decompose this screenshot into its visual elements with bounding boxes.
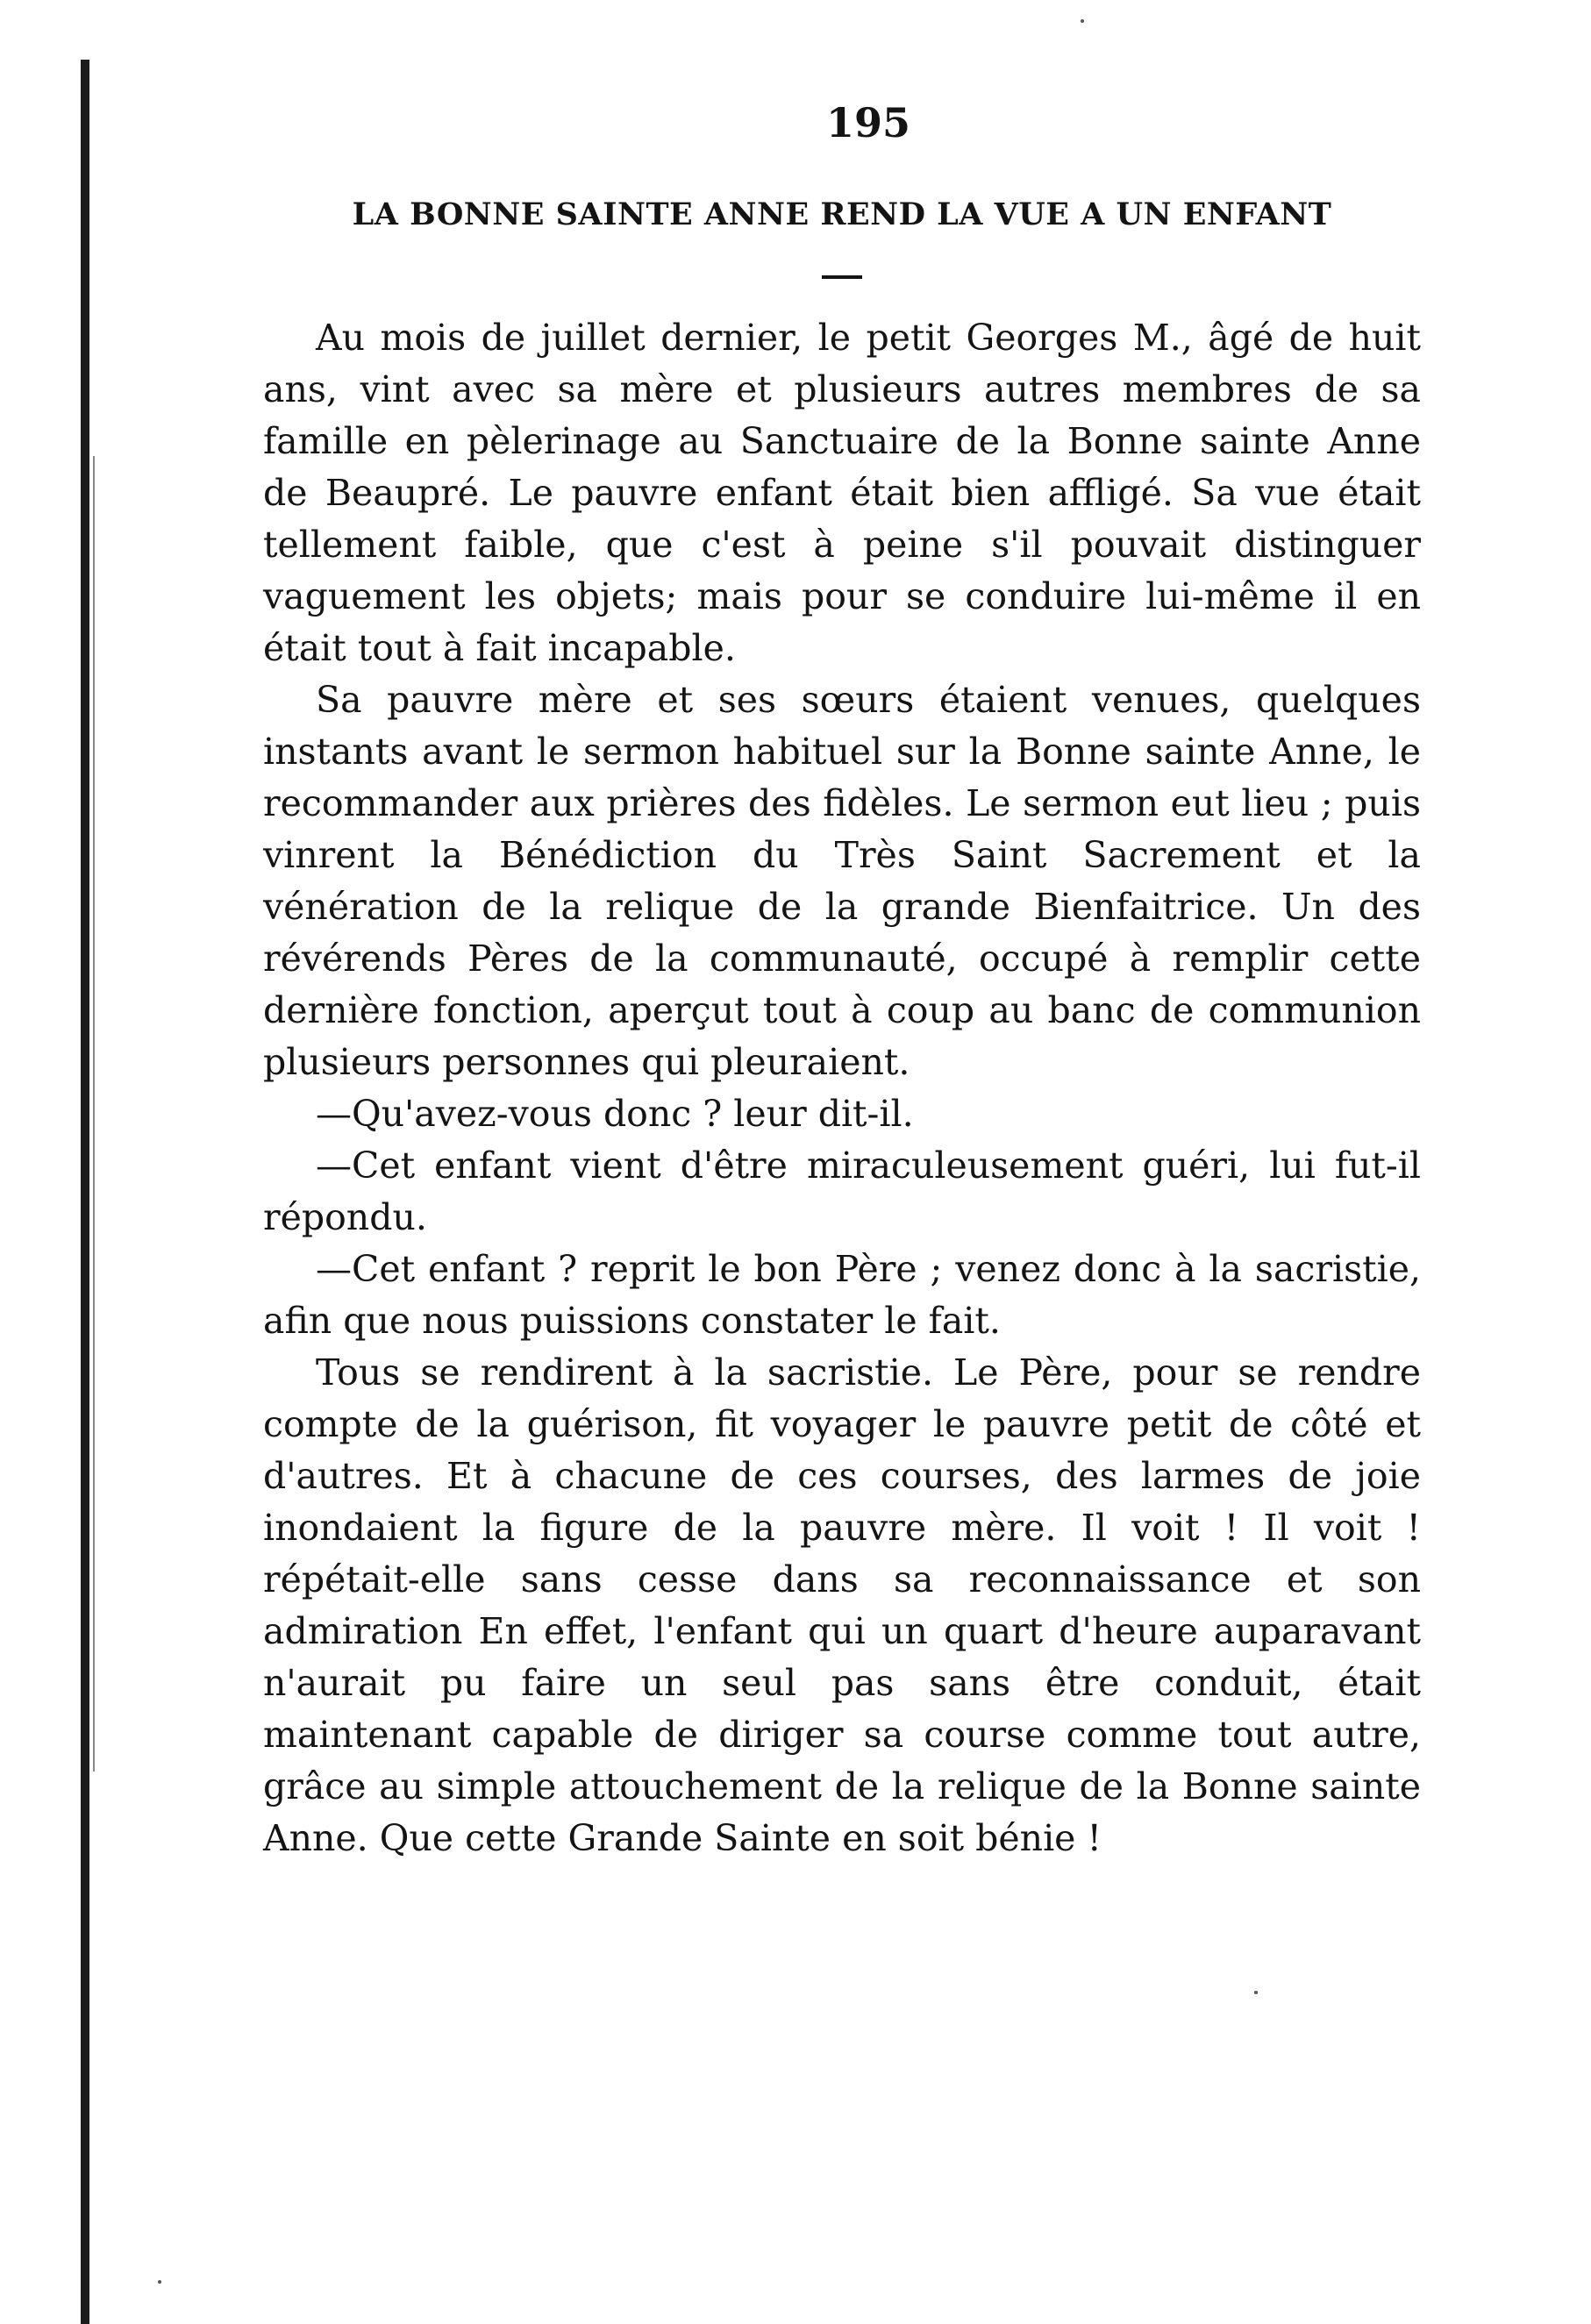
title-separator (822, 275, 862, 279)
dialogue-answer: —Cet enfant vient d'être miraculeusement guéri, lui fut-il répondu. (263, 1144, 1421, 1238)
print-speck (1254, 1991, 1258, 1994)
page-number: 195 (825, 99, 911, 146)
print-speck (158, 2280, 161, 2284)
paragraph-conclusion: Tous se rendirent à la sacristie. Le Père, pour se rendre compte de la guérison, fit voyager le pauvre petit de côté et d'autres. Et à chacune de ces courses, des larmes de joie inondaient la figure de la pauvre mère. Il voit ! Il voit ! répétait-elle sans cesse dans sa reconnaissance et son admiration En effet, l'enfant qui un quart d'heure auparavant n'aurait pu faire un seul pas sans être conduit, était maintenant capable de diriger sa course comme tout autre, grâce au simple attouchement de la relique de la Bonne sainte Anne. Que cette Grande Sainte en soit bénie ! (263, 1351, 1421, 1859)
chapter-title: LA BONNE SAINTE ANNE REND LA VUE A UN ENFANT (352, 196, 1332, 232)
print-speck (1081, 19, 1084, 23)
dialogue-priest: —Cet enfant ? reprit le bon Père ; venez donc à la sacristie, afin que nous puissions constater le fait. (263, 1248, 1421, 1342)
body-text (263, 312, 1421, 1864)
paragraph-intro: Au mois de juillet dernier, le petit Georges M., âgé de huit ans, vint avec sa mère et plusieurs autres membres de sa famille en pèlerinage au Sanctuaire de la Bonne sainte Anne de Beaupré. Le pauvre enfant était bien affligé. Sa vue était tellement faible, que c'est à peine s'il pouvait distinguer vaguement les objets; mais pour se conduire lui-même il en était tout à fait incapable. (263, 317, 1421, 669)
book-page (263, 96, 1421, 1864)
dialogue-question: —Qu'avez-vous donc ? leur dit-il. (316, 1093, 914, 1135)
page-binding-edge (81, 60, 89, 2324)
page-binding-shadow (93, 456, 95, 1772)
paragraph-sermon: Sa pauvre mère et ses sœurs étaient venues, quelques instants avant le sermon habituel sur la Bonne sainte Anne, le recommander aux prières des fidèles. Le sermon eut lieu ; puis vinrent la Bénédiction du Très Saint Sacrement et la vénération de la relique de la grande Bienfaitrice. Un des révérends Pères de la communauté, occupé à remplir cette dernière fonction, aperçut tout à coup au banc de communion plusieurs personnes qui pleuraient. (263, 679, 1421, 1083)
